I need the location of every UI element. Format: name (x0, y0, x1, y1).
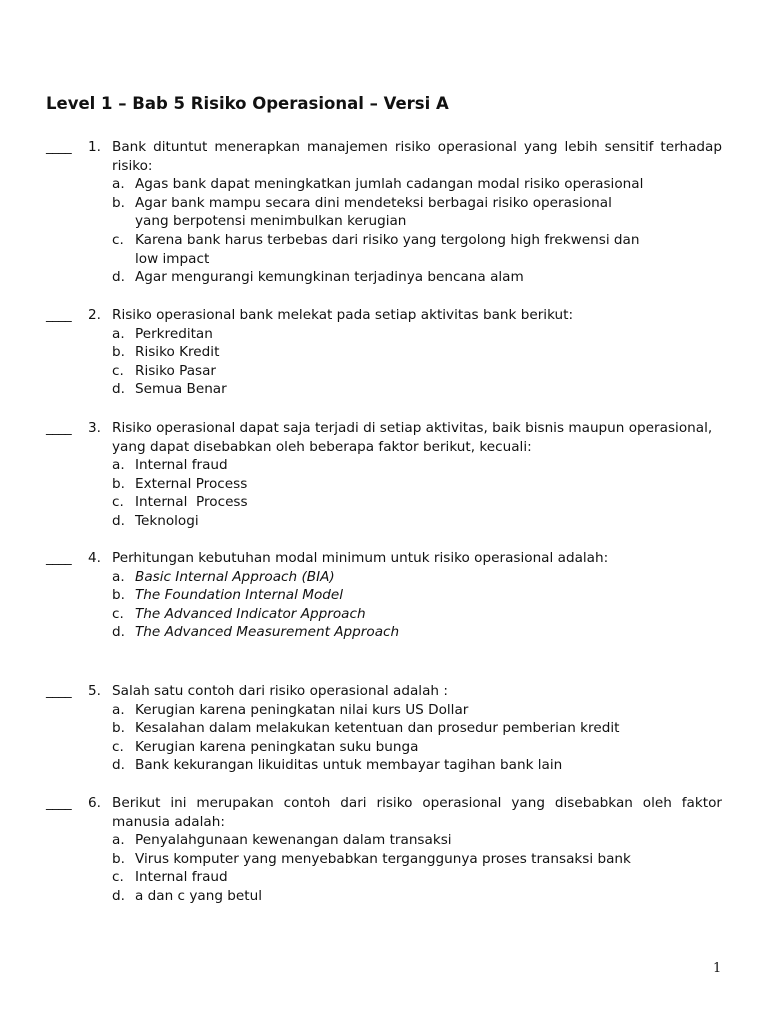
question-2 (46, 306, 722, 399)
answer-blank: ____ (46, 420, 72, 436)
option-text: Bank kekurangan likuiditas untuk membayar tagihan bank lain (135, 757, 563, 774)
option-d (46, 380, 722, 399)
option-text: The Foundation Internal Model (135, 587, 344, 604)
option-text: Agas bank dapat meningkatkan jumlah cadangan modal risiko operasional (135, 176, 644, 193)
options-list (46, 325, 722, 399)
option-letter: c. (112, 362, 124, 379)
question-text: Salah satu contoh dari risiko operasional adalah : (112, 683, 448, 699)
option-a (46, 456, 722, 475)
option-letter: c. (112, 231, 124, 248)
option-b (46, 850, 722, 869)
option-a (46, 701, 722, 720)
option-letter: b. (112, 344, 125, 361)
option-letter: d. (112, 624, 125, 641)
question-1 (46, 138, 722, 287)
options-list (46, 701, 722, 775)
option-letter: c. (112, 738, 124, 755)
option-d (46, 623, 722, 642)
option-text: Risiko Kredit (135, 344, 220, 361)
option-text: Virus komputer yang menyebabkan terganggunya proses transaksi bank (135, 850, 631, 867)
option-letter: d. (112, 269, 125, 286)
option-b (46, 343, 722, 362)
options-list (46, 568, 722, 642)
option-letter: a. (112, 832, 125, 849)
option-letter: b. (112, 587, 125, 604)
option-letter: b. (112, 720, 125, 737)
option-c (46, 738, 722, 757)
answer-blank: ____ (46, 795, 72, 811)
option-d (46, 512, 722, 531)
option-text: The Advanced Measurement Approach (135, 624, 400, 641)
question-stem (46, 419, 722, 456)
option-text: Internal fraud (135, 869, 228, 886)
option-text: The Advanced Indicator Approach (135, 605, 366, 622)
question-3 (46, 419, 722, 531)
option-text: Semua Benar (135, 381, 227, 398)
option-letter: b. (112, 194, 125, 211)
question-text: Perhitungan kebutuhan modal minimum untuk risiko operasional adalah: (112, 550, 609, 566)
question-text: Bank dituntut menerapkan manajemen risiko operasional yang lebih sensitif terhadap risiko: (112, 139, 722, 174)
options-list (46, 456, 722, 530)
option-text: Kerugian karena peningkatan suku bunga (135, 738, 419, 755)
question-stem (46, 794, 722, 831)
option-text: Agar mengurangi kemungkinan terjadinya bencana alam (135, 269, 524, 286)
question-number: 3. (88, 420, 101, 436)
option-text: Internal Process (135, 494, 248, 511)
options-list (46, 175, 722, 287)
option-letter: d. (112, 757, 125, 774)
option-letter: c. (112, 494, 124, 511)
option-text: Kerugian karena peningkatan nilai kurs US Dollar (135, 701, 469, 718)
option-c (46, 868, 722, 887)
option-text: Perkreditan (135, 325, 213, 342)
question-text: Risiko operasional bank melekat pada setiap aktivitas bank berikut: (112, 307, 574, 323)
option-letter: a. (112, 701, 125, 718)
option-text: Karena bank harus terbebas dari risiko yang tergolong high frekwensi dan low impact (135, 231, 640, 267)
option-letter: a. (112, 176, 125, 193)
question-number: 2. (88, 307, 101, 323)
option-letter: a. (112, 325, 125, 342)
question-stem (46, 682, 722, 701)
option-text: External Process (135, 475, 248, 492)
option-letter: c. (112, 605, 124, 622)
question-text: Berikut ini merupakan contoh dari risiko operasional yang disebabkan oleh faktor manusia adalah: (112, 795, 722, 830)
option-text: Teknologi (135, 512, 199, 529)
question-number: 1. (88, 139, 101, 155)
option-letter: d. (112, 887, 125, 904)
answer-blank: ____ (46, 307, 72, 323)
question-stem (46, 306, 722, 325)
question-6 (46, 794, 722, 906)
question-text: Risiko operasional dapat saja terjadi di setiap aktivitas, baik bisnis maupun operasional, yang dapat disebabkan oleh beberapa faktor berikut, kecuali: (112, 420, 713, 455)
option-text: Kesalahan dalam melakukan ketentuan dan prosedur pemberian kredit (135, 720, 620, 737)
option-text: a dan c yang betul (135, 887, 262, 904)
option-a (46, 831, 722, 850)
option-b (46, 194, 722, 231)
option-text: Agar bank mampu secara dini mendeteksi berbagai risiko operasional yang berpotensi menimbulkan kerugian (135, 194, 612, 230)
option-c (46, 231, 722, 268)
option-a (46, 568, 722, 587)
option-c (46, 493, 722, 512)
option-letter: d. (112, 381, 125, 398)
options-list (46, 831, 722, 905)
question-stem (46, 549, 722, 568)
option-d (46, 756, 722, 775)
option-text: Internal fraud (135, 457, 228, 474)
question-4 (46, 549, 722, 642)
option-letter: a. (112, 457, 125, 474)
question-number: 4. (88, 550, 101, 566)
answer-blank: ____ (46, 683, 72, 699)
option-d (46, 887, 722, 906)
question-number: 6. (88, 795, 101, 811)
option-letter: a. (112, 568, 125, 585)
question-number: 5. (88, 683, 101, 699)
option-c (46, 362, 722, 381)
question-stem (46, 138, 722, 175)
option-b (46, 475, 722, 494)
option-d (46, 268, 722, 287)
answer-blank: ____ (46, 550, 72, 566)
answer-blank: ____ (46, 139, 72, 155)
option-text: Risiko Pasar (135, 362, 217, 379)
option-letter: c. (112, 869, 124, 886)
option-c (46, 605, 722, 624)
option-letter: d. (112, 512, 125, 529)
option-text: Penyalahgunaan kewenangan dalam transaksi (135, 832, 452, 849)
option-letter: b. (112, 475, 125, 492)
page-title: Level 1 – Bab 5 Risiko Operasional – Versi A (46, 94, 449, 113)
option-b (46, 586, 722, 605)
option-text: Basic Internal Approach (BIA) (135, 568, 335, 585)
option-b (46, 719, 722, 738)
option-a (46, 325, 722, 344)
page-number: 1 (713, 961, 722, 976)
option-letter: b. (112, 850, 125, 867)
option-a (46, 175, 722, 194)
question-5 (46, 682, 722, 775)
